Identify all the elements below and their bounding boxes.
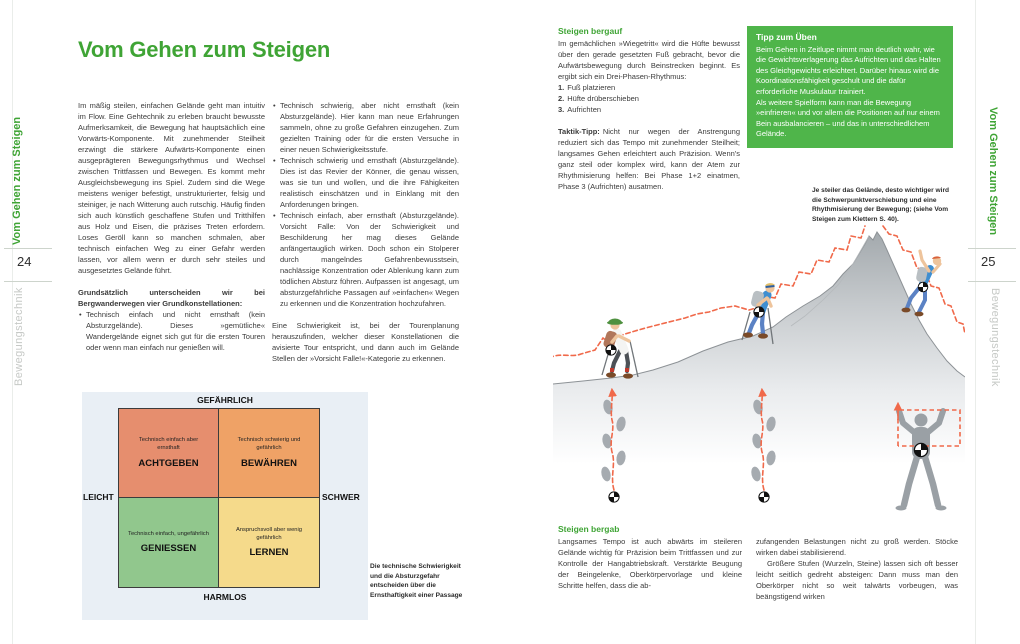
matrix-caption: Die technische Schwierigkeit und die Absturzgefahr entscheiden über die Ernsthaftigkeit einer Passage [370, 563, 463, 599]
quadrant-label: ACHTGEBEN [138, 457, 199, 469]
step-label: Aufrichten [567, 105, 602, 114]
list-heading: Grundsätzlich unterscheiden wir bei Bergwanderwegen vier Grundkonstellationen: [78, 288, 265, 308]
bergab-paragraph-2: zufangenden Belastungen nicht zu groß werden. Stöcke wirken dabei stabilisierend. [756, 537, 958, 557]
tip-box-paragraph-1: Beim Gehen in Zeitlupe nimmt man deutlich wahr, wie die Gewichtsverlagerung das Aufrichten und das Halten des Gleichgewichts erleichtert. Darüber hinaus wird die Koordinationsfähigkeit geschult und die dafür erforderliche Muskulatur trainiert. [756, 44, 941, 96]
step-item [558, 82, 740, 93]
page-number-left: 24 [17, 254, 32, 269]
bergab-paragraph-1: Langsames Tempo ist auch abwärts im steileren Gelände wichtig für Präzision beim Trittfassen und zur Kontrolle der Hangabtriebskraft. Verstärkte Beugung der Beingelenke, Oberkörpervorlage und kleine Schritte helfen, dass die ab- [558, 537, 742, 590]
bullet-item: • Technisch schwierig, aber nicht ernsthaft (kein Absturzgelände). Hier kann man neue Erfahrungen sammeln, ohne zu große Gefahren einzugehen. Zum gezielten Training oder für die ersten Versuche in einer neuen Schwierigkeitsstufe. [272, 100, 459, 155]
risk-matrix-diagram [82, 392, 368, 620]
quadrant-description: Anspruchsvoll aber wenig gefährlich [235, 526, 303, 541]
mountain-illustration [553, 224, 965, 522]
sidebar-chapter-right: Vom Gehen zum Steigen [987, 107, 999, 236]
step-item [558, 104, 740, 115]
sidebar-rule [968, 248, 1016, 249]
matrix-quadrant-achtgeben [119, 409, 219, 498]
bullet-item: • Technisch schwierig und ernsthaft (Absturzgelände). Dies ist das Revier der Könner, die genau wissen, was sie tun und wollen, und die ihre Fähigkeiten realistisch einschätzen und in Einklang mit den Anforderungen bringen. [272, 155, 459, 210]
intro-paragraph: Im mäßig steilen, einfachen Gelände geht man intuitiv im Flow. Eine Gehtechnik zu erleben braucht bewusste Aufmerksamkeit, die Bewegung hat hauptsächlich eine Vorwärts-Komponente. Mit zunehmender Steilheit erzwingt die stärkere Aufwärts-Komponente einen ausgeprägteren Bewegungsrhythmus und Wechsel zwischen Trittfassen und Bewegen. Es kommt mehr Ausgleichsbewegung ins Spiel. Zudem sind die Wege meistens weniger befestigt, unstrukturierter, felsig und steiniger, je nach Witterung auch rutschig. Häufig finden sich auch künstlich geschaffene Stufen und Tritthilfen aus Holz und Eisen, die präzises Treten erfordern. Loses Geröll kann so manchen schmalen, aber technisch einfachen Weg zu einer Gefahr werden lassen, vor allem wenn er durch sehr steiles und ausgesetztes Gelände führt. [78, 101, 265, 275]
taktik-tipp-paragraph [558, 126, 740, 192]
quadrant-label: LERNEN [249, 547, 289, 559]
left-column-2 [272, 100, 459, 364]
taktik-tipp-label: Taktik-Tipp: [558, 127, 600, 136]
bullet-item: • Technisch einfach und nicht ernsthaft (kein Absturzgelände). Dieses »gemütliche« Wandergelände eignet sich gut für die ersten Touren oder wenn man einfach nur genießen will. [78, 309, 265, 353]
bergab-paragraph-3: Größere Stufen (Wurzeln, Steine) lassen sich oft besser leicht seitlich gedreht absteigen: Dann muss man den Oberkörper nicht so weit talwärts vorbeugen, was beängstigend wirken [756, 559, 958, 601]
right-column-1 [558, 26, 740, 192]
sidebar-chapter-left: Vom Gehen zum Steigen [11, 116, 23, 245]
matrix-quadrant-lernen [219, 498, 319, 587]
step-label: Hüfte drüberschieben [567, 94, 639, 103]
step-item [558, 93, 740, 104]
bergab-column-2 [756, 536, 958, 602]
illustration-caption: Je steiler das Gelände, desto wichtiger wird die Schwerpunktverschiebung und eine Rhythmisierung der Bewegung; (siehe Vom Steigen zum Klettern S. 40). [812, 187, 950, 223]
quadrant-description: Technisch einfach aber ernsthaft [138, 437, 199, 451]
matrix-axis-top: GEFÄHRLICH [197, 395, 253, 405]
tip-box [747, 26, 953, 148]
matrix-quadrant-geniessen [119, 498, 219, 587]
sidebar-rule [4, 281, 52, 282]
quadrant-description: Technisch einfach, ungefährlich [128, 530, 209, 537]
page-title: Vom Gehen zum Steigen [78, 36, 331, 62]
sidebar-rule [968, 281, 1016, 282]
step-number: 2. [558, 94, 565, 103]
taktik-tipp-text: Nicht nur wegen der Anstrengung reduziert sich das Tempo mit zunehmender Steilheit; langsames Gehen erleichtert auch Präzision. Wenn's ganz steil oder komplex wird, kann der Atem zur Rhythmisierung helfen: Bei Phase 1+2 einatmen, Phase 3 (Aufrichten) ausatmen. [558, 127, 740, 191]
page-edge-line-right [975, 0, 976, 644]
section-heading-bergab: Steigen bergab [558, 524, 620, 534]
step-label: Fuß platzieren [567, 83, 616, 92]
matrix-axis-left: LEICHT [83, 492, 114, 502]
page-number-right: 25 [981, 254, 996, 269]
quadrant-label: BEWÄHREN [241, 457, 297, 469]
closing-paragraph: Eine Schwierigkeit ist, bei der Tourenplanung herauszufinden, welcher dieser Konstellationen die avisierte Tour entspricht, und dann auch im Gelände Stellen der »Vorsicht Falle!«-Kategorie zu erkennen. [272, 321, 459, 363]
section-heading-bergauf: Steigen bergauf [558, 26, 623, 36]
bullet-item: • Technisch einfach, aber ernsthaft (Absturzgelände). Vorsicht Falle: Von der Schwierigkeit und Beschilderung her mag dieses Gelände anfängertauglich wirken. Doch schon ein Stolperer durch mangelndes Gefahrenbewusstsein, nachlässige Konzentration oder Ablenkung kann zum tödlichen Absturz führen. Aufpassen ist angesagt, um absturzgefährliche Passagen auf »einfachen« Wegen zu erkennen und die Konzentration hochzufahren. [272, 210, 459, 309]
bergab-column-1 [558, 524, 742, 591]
quadrant-description: Technisch schwierig und gefährlich [237, 437, 301, 451]
matrix-axis-right: SCHWER [322, 492, 360, 502]
step-number: 1. [558, 83, 565, 92]
matrix-grid [118, 408, 320, 588]
quadrant-label: GENIESSEN [140, 543, 197, 555]
tip-box-paragraph-2: Als weitere Spielform kann man die Bewegung »einfrieren« und vor allem die Positionen auf nur einem Bein ausbalancieren – und das in unterschiedlichem Gelände. [756, 97, 940, 139]
sidebar-section-right: Bewegungstechnik [989, 288, 1001, 387]
matrix-quadrant-bewaehren [219, 409, 319, 498]
step-number: 3. [558, 105, 565, 114]
bergauf-paragraph: Im gemächlichen »Wiegetritt« wird die Hüfte bewusst über den gerade gesetzten Fuß gebracht, bevor die Aufwärtsbewegung durch Beinstrecken beginnt. Es ergibt sich ein Drei-Phasen-Rhythmus: [558, 39, 740, 81]
sidebar-rule [4, 248, 52, 249]
tip-box-title: Tipp zum Üben [756, 32, 817, 42]
sidebar-section-left: Bewegungstechnik [13, 287, 25, 386]
left-column-1 [78, 100, 265, 353]
matrix-axis-bottom: HARMLOS [203, 592, 247, 602]
